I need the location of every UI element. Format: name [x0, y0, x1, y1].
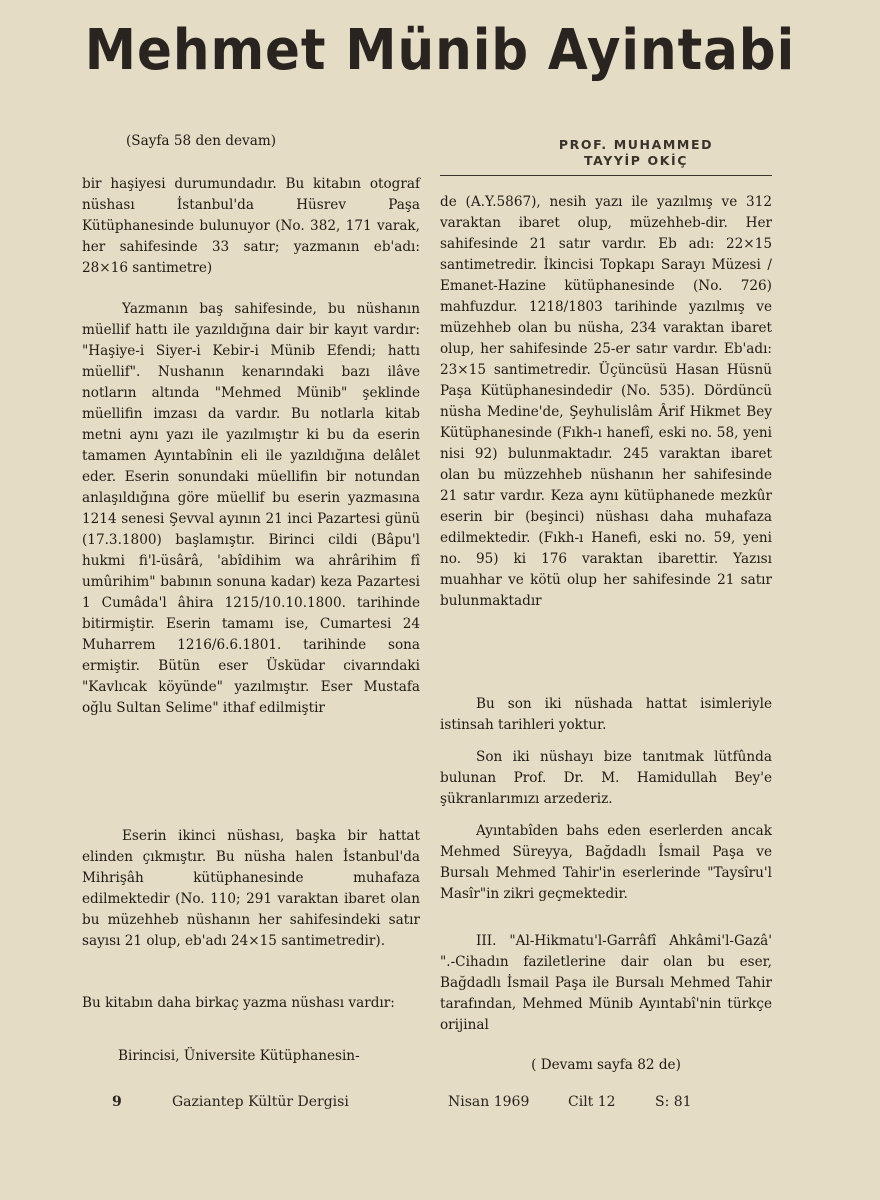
page-number: 9 — [112, 1094, 122, 1110]
issue-number: S: 81 — [655, 1094, 692, 1110]
continued-on: ( Devamı sayfa 82 de) — [531, 1057, 681, 1073]
continued-from: (Sayfa 58 den devam) — [126, 133, 277, 149]
issue-date: Nisan 1969 — [448, 1094, 530, 1110]
left-paragraph-1: bir haşiyesi durumundadır. Bu kitabın otograf nüshası İstanbul'da Hüsrev Paşa Kütüphanesinde bulunuyor (No. 382, 171 varak, her sahifesinde 33 satır; yazmanın eb'adı: 28×16 santimetre) — [82, 176, 420, 276]
right-paragraph-4: Ayıntabîden bahs eden eserlerden ancak Mehmed Süreyya, Bağdadlı İsmail Paşa ve Bursalı Mehmed Tahir'in eserlerinde "Taysîru'l Masîr"in zikri geçmektedir. — [440, 823, 772, 902]
author-divider — [440, 175, 772, 176]
left-column-block-3 — [82, 826, 420, 952]
right-paragraph-5: III. "Al-Hikmatu'l-Garrâfî Ahkâmi'l-Gazâ' ".-Cihadın faziletlerine dair olan bu eser, Bağdadlı İsmail Paşa ile Bursalı Mehmed Tahir tarafından, Mehmed Münib Ayıntabî'nin türkçe orijinal — [440, 933, 772, 1033]
right-column-block-2 — [440, 694, 772, 736]
left-column-block-2 — [82, 299, 420, 719]
left-paragraph-4: Bu kitabın daha birkaç yazma nüshası vardır: — [82, 995, 395, 1011]
right-column — [440, 192, 772, 612]
author-name: PROF. MUHAMMED TAYYİP OKİÇ — [558, 137, 714, 168]
left-continued-note — [82, 131, 420, 152]
right-paragraph-1: de (A.Y.5867), nesih yazı ile yazılmış ve 312 varaktan ibaret olup, müzehheb-dir. Her sahifesinde 21 satır vardır. Eb adı: 22×15 santimetredir. İkincisi Topkapı Sarayı Müzesi / Emanet-Hazine kütüphanesinde (No. 726) mahfuzdur. 1218/1803 tarihinde yazılmış ve müzehheb olan bu nüsha, 234 varaktan ibaret olup, her sahifesinde 25-er satır vardır. Eb'adı: 23×15 santimetredir. Üçüncüsü Hasan Hüsnü Paşa Kütüphanesindedir (No. 535). Dördüncü nüsha Medine'de, Şeyhulislâm Ârif Hikmet Bey Kütüphanesinde (Fıkh-ı hanefî, eski no. 58, yeni nisi 92) bulunmaktadır. 245 varaktan ibaret olan bu müzzehheb nüshanın her sahifesinde 21 satır vardır. Keza aynı kütüphanede mezkûr eserin bir (beşinci) nüshası daha muhafaza edilmektedir. (Fıkh-ı Hanefi, eski no. 59, yeni no. 95) ki 176 varaktan ibarettir. Yazısı muahhar ve kötü olup her sahifesinde 21 satır bulunmaktadır — [440, 194, 772, 609]
right-continued-note — [440, 1055, 772, 1076]
right-column-block-3 — [440, 747, 772, 810]
journal-name: Gaziantep Kültür Dergisi — [172, 1094, 349, 1110]
right-paragraph-2: Bu son iki nüshada hattat isimleriyle istinsah tarihleri yoktur. — [440, 696, 772, 733]
right-column-block-4 — [440, 821, 772, 905]
left-paragraph-3: Eserin ikinci nüshası, başka bir hattat elinden çıkmıştır. Bu nüsha halen İstanbul'da Mihrişâh kütüphanesinde muhafaza edilmektedir (No. 110; 291 varaktan ibaret olan bu müzehheb nüshanın her sahifesindeki satır sayısı 21 olup, eb'adı 24×15 santimetredir). — [82, 828, 420, 949]
right-column-block-5 — [440, 931, 772, 1036]
left-column-block-4 — [82, 993, 420, 1014]
left-paragraph-5: Birincisi, Üniversite Kütüphanesin- — [118, 1048, 360, 1064]
left-paragraph-2: Yazmanın baş sahifesinde, bu nüshanın müellif hattı ile yazıldığına dair bir kayıt vardır: "Haşiye-i Siyer-i Kebir-i Münib Efendi; hattı müellif". Nushanın kenarındaki bazı ilâve notların altında "Mehmed Münib" şeklinde müellifin imzası da vardır. Bu notlarla kitab metni aynı yazı ile yazılmıştır ki bu da eserin tamamen Ayıntabînin eli ile yazıldığına delâlet eder. Eserin sonundaki müellifin bir notundan anlaşıldığına göre müellif bu eserin yazmasına 1214 senesi Şevval ayının 21 inci Pazartesi günü (17.3.1800) başlamıştır. Birinci cildi (Bâpu'l hukmi fi'l-üsârâ, 'abîdihim wa ahrârihim fî umûrihim" babının sonuna kadar) keza Pazartesi 1 Cumâda'l âhira 1215/10.10.1800. tarihinde bitirmiştir. Eserin tamamı ise, Cumartesi 24 Muharrem 1216/6.6.1801. tarihinde sona ermiştir. Bütün eser Üsküdar civarındaki "Kavlıcak köyünde" yazılmıştır. Eser Mustafa oğlu Sultan Selime" ithaf edilmiştir — [82, 301, 420, 716]
right-paragraph-3: Son iki nüshayı bize tanıtmak lütfûnda bulunan Prof. Dr. M. Hamidullah Bey'e şükranlarımızı arzederiz. — [440, 749, 772, 807]
left-column-block-5 — [82, 1046, 420, 1067]
article-title: Mehmet Münib Ayintabi — [84, 18, 796, 83]
left-column — [82, 174, 420, 279]
volume-number: Cilt 12 — [568, 1094, 616, 1110]
